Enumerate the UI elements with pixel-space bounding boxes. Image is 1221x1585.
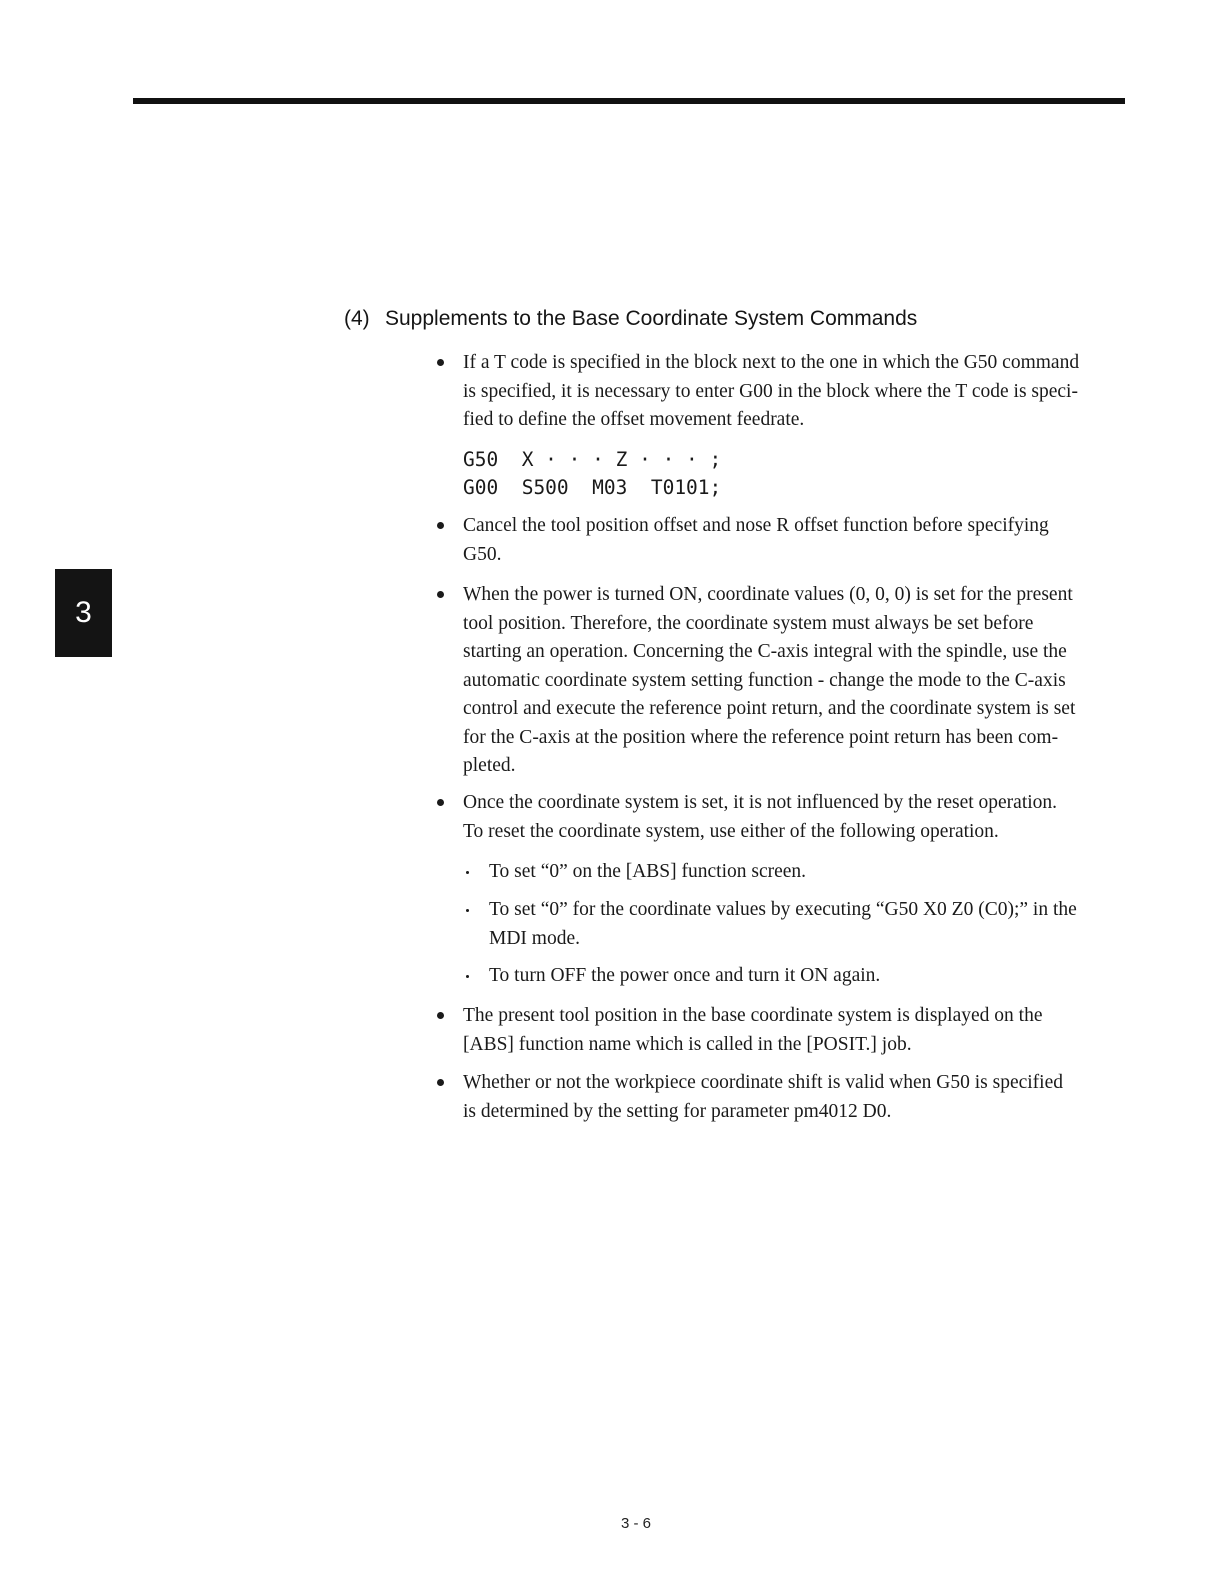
code-line: G50 X · · · Z · · · ; <box>463 448 722 471</box>
sub-item-text: To set “0” on the [ABS] function screen. <box>489 861 807 882</box>
bullet-text: Whether or not the workpiece coordinate shift is valid when G50 is specified is determined by the setting for parameter pm4012 D0. <box>463 1072 1063 1122</box>
sub-item-text: To set “0” for the coordinate values by executing “G50 X0 Z0 (C0);” in the MDI mode. <box>489 899 1077 949</box>
sub-item-text: To turn OFF the power once and turn it ON again. <box>489 965 881 986</box>
page-number: 3 - 6 <box>620 1515 651 1532</box>
bullet-icon <box>437 1079 444 1086</box>
chapter-tab-number: 3 <box>75 596 92 629</box>
bullet-icon <box>437 522 444 529</box>
bullet-text: Cancel the tool position offset and nose R offset function before specifying G50. <box>463 515 1049 565</box>
bullet-text: Once the coordinate system is set, it is not influenced by the reset operation. To reset the coordinate system, use either of the following operation. <box>463 792 1058 842</box>
section-heading <box>344 306 917 332</box>
bullet-icon <box>437 799 444 806</box>
chapter-tab <box>55 569 112 657</box>
bullet-icon <box>437 1012 444 1019</box>
section-title: Supplements to the Base Coordinate System Commands <box>385 307 918 330</box>
bullet-text: The present tool position in the base coordinate system is displayed on the [ABS] function name which is called in the [POSIT.] job. <box>463 1005 1043 1055</box>
code-line: G00 S500 M03 T0101; <box>463 476 722 499</box>
bullet-icon <box>437 591 444 598</box>
header-rule <box>133 98 1125 104</box>
sub-bullet-icon <box>466 871 469 874</box>
sub-bullet-icon <box>466 909 469 912</box>
section-number: (4) <box>344 307 370 330</box>
bullet-text: When the power is turned ON, coordinate values (0, 0, 0) is set for the present tool position. Therefore, the coordinate system must always be set before starting an operation. Concerning the C-axis integral with the spindle, use the automatic coordinate system setting function - change the mode to the C-axis control and execute the reference point return, and the coordinate system is set for the C-axis at the position where the reference point return has been com- pleted. <box>463 584 1076 776</box>
bullet-icon <box>437 359 444 366</box>
bullet-text: If a T code is specified in the block next to the one in which the G50 command is specified, it is necessary to enter G00 in the block where the T code is speci- fied to define the offset movement feedrate. <box>463 352 1080 430</box>
sub-bullet-icon <box>466 975 469 978</box>
